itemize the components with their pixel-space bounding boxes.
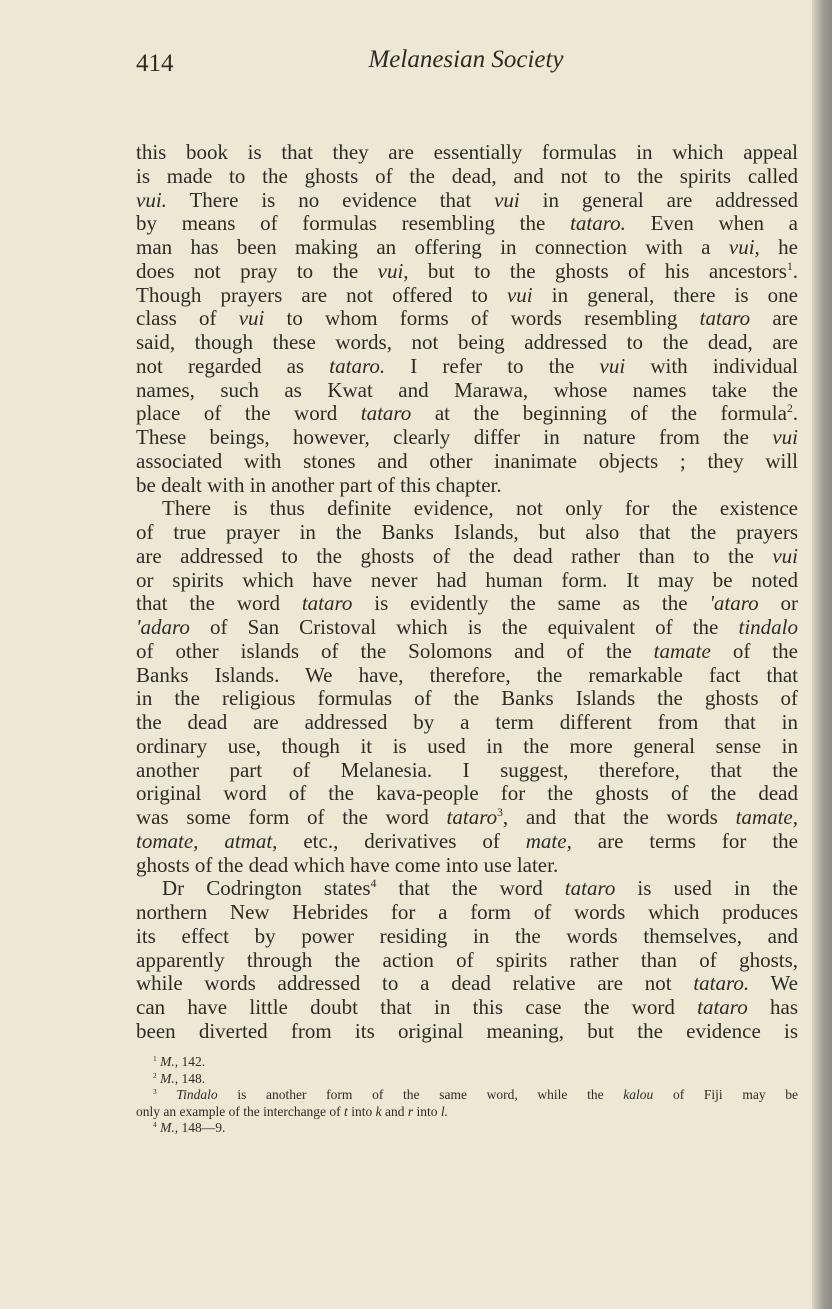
footnote-ref: 1 bbox=[786, 260, 793, 273]
footnote-ref: 4 bbox=[370, 878, 377, 891]
text-run: There is thus definite evidence, not only for the existence bbox=[162, 496, 798, 521]
text-run: Though prayers are not offered to bbox=[136, 282, 507, 307]
italic-term: vui bbox=[238, 306, 265, 331]
body-line bbox=[136, 379, 798, 403]
italic-term: mate, bbox=[525, 828, 572, 853]
body-line bbox=[136, 592, 798, 616]
italic-term: kalou bbox=[623, 1087, 654, 1102]
text-run: man has been making an offering in connection with a bbox=[136, 235, 729, 259]
footnote-line bbox=[136, 1104, 798, 1121]
text-run: the dead are addressed by a term different from that in bbox=[136, 710, 798, 734]
text-run: while words addressed to a dead relative are not bbox=[136, 971, 694, 996]
body-line bbox=[136, 497, 798, 521]
italic-term: tataro bbox=[564, 876, 616, 901]
text-run: this book is that they are essentially formulas in which appeal bbox=[136, 140, 798, 164]
page-number: 414 bbox=[136, 50, 174, 77]
text-run: in general are addressed bbox=[519, 187, 798, 212]
italic-term: tataro bbox=[301, 591, 353, 616]
text-run: etc., derivatives of bbox=[277, 828, 526, 853]
text-run: that the word bbox=[136, 591, 302, 616]
text-run: has bbox=[747, 995, 798, 1019]
text-run: are terms for the bbox=[571, 828, 798, 853]
italic-term: tamate, bbox=[735, 805, 798, 829]
footnote-line bbox=[136, 1071, 798, 1088]
page-edge-shadow bbox=[812, 0, 832, 1309]
body-line bbox=[136, 830, 798, 854]
text-run: been diverted from its original meaning, but the evidence is bbox=[136, 1018, 798, 1043]
text-run bbox=[157, 1087, 177, 1102]
italic-term: 'adaro bbox=[136, 615, 190, 639]
text-run: is made to the ghosts of the dead, and not to the spirits called bbox=[136, 163, 798, 188]
body-line bbox=[136, 165, 798, 189]
body-line bbox=[136, 616, 798, 640]
footnotes bbox=[136, 1054, 798, 1137]
text-run: . bbox=[792, 258, 798, 283]
body-line bbox=[136, 782, 798, 806]
italic-term: tataro bbox=[697, 995, 748, 1019]
body-line bbox=[136, 307, 798, 331]
body-line bbox=[136, 141, 798, 165]
body-line bbox=[136, 1020, 798, 1044]
body-line bbox=[136, 355, 798, 379]
text-run: 148—9. bbox=[178, 1120, 226, 1135]
body-line bbox=[136, 664, 798, 688]
body-line bbox=[136, 260, 798, 284]
body-line bbox=[136, 996, 798, 1020]
body-line bbox=[136, 759, 798, 783]
body-line bbox=[136, 735, 798, 759]
text-run: 148. bbox=[178, 1070, 206, 1086]
text-run: but to the ghosts of his ancestors bbox=[408, 258, 787, 283]
text-run: into bbox=[347, 1103, 376, 1119]
text-run: I refer to the bbox=[385, 353, 600, 378]
text-run: are addressed to the ghosts of the dead rather than to the bbox=[136, 543, 773, 568]
text-run: was some form of the word bbox=[136, 805, 447, 829]
body-line bbox=[136, 569, 798, 593]
text-run: does not pray to the bbox=[136, 258, 378, 283]
text-run: into bbox=[413, 1103, 441, 1119]
italic-term: vui bbox=[506, 282, 533, 307]
text-run: only an example of the interchange of bbox=[136, 1103, 345, 1119]
text-run: that the word bbox=[376, 876, 565, 901]
text-run: by means of formulas resembling the bbox=[136, 211, 571, 236]
italic-term: k bbox=[375, 1103, 382, 1119]
italic-term: r bbox=[407, 1103, 414, 1119]
text-run: is evidently the same as the bbox=[352, 591, 710, 616]
italic-term: M., bbox=[160, 1120, 179, 1135]
body-line bbox=[136, 877, 798, 901]
text-run: said, though these words, not being addressed to the dead, are bbox=[136, 330, 798, 354]
body-line bbox=[136, 806, 798, 830]
footnote-ref: 3 bbox=[153, 1086, 157, 1096]
text-run: he bbox=[759, 235, 798, 259]
body-line bbox=[136, 687, 798, 711]
body-line bbox=[136, 901, 798, 925]
footnote-ref: 2 bbox=[153, 1070, 157, 1080]
text-run: be dealt with in another part of this chapter. bbox=[136, 472, 502, 497]
text-run: and bbox=[381, 1103, 408, 1119]
body-line bbox=[136, 925, 798, 949]
text-run: apparently through the action of spirits rather than of ghosts, bbox=[136, 947, 798, 972]
italic-term: Tindalo bbox=[176, 1087, 218, 1102]
text-run: names, such as Kwat and Marawa, whose names take the bbox=[136, 377, 798, 402]
italic-term: vui. bbox=[136, 187, 167, 212]
text-run: Banks Islands. We have, therefore, the remarkable fact that bbox=[136, 662, 798, 687]
body-line bbox=[136, 402, 798, 426]
italic-term: vui bbox=[599, 353, 626, 378]
text-run: of the bbox=[710, 638, 798, 663]
body-line bbox=[136, 212, 798, 236]
italic-term: tataro bbox=[446, 805, 498, 829]
body-line bbox=[136, 545, 798, 569]
text-run: ordinary use, though it is used in the more general sense in bbox=[136, 733, 798, 758]
italic-term: tindalo bbox=[738, 615, 798, 639]
italic-term: vui bbox=[494, 187, 520, 212]
text-run: of true prayer in the Banks Islands, but also that the prayers bbox=[136, 520, 798, 544]
body-line bbox=[136, 854, 798, 878]
italic-term: tataro. bbox=[329, 353, 386, 378]
footnote-ref: 2 bbox=[786, 403, 793, 416]
body-line bbox=[136, 521, 798, 545]
text-run: class of bbox=[136, 306, 239, 331]
italic-term: l. bbox=[440, 1103, 448, 1119]
text-run: in general, there is one bbox=[532, 282, 798, 307]
text-run: is used in the bbox=[615, 876, 798, 901]
body-line bbox=[136, 189, 798, 213]
text-run: with individual bbox=[625, 353, 799, 378]
text-run: in the religious formulas of the Banks Islands the ghosts of bbox=[136, 686, 798, 711]
body-line bbox=[136, 474, 798, 498]
italic-term: tataro. bbox=[693, 971, 750, 996]
italic-term: t bbox=[344, 1103, 348, 1119]
text-run: ghosts of the dead which have come into use later. bbox=[136, 852, 559, 877]
text-run: another part of Melanesia. I suggest, therefore, that the bbox=[136, 757, 798, 782]
body-line bbox=[136, 949, 798, 973]
body-line bbox=[136, 236, 798, 260]
text-run: Dr Codrington states bbox=[162, 876, 371, 901]
body-line bbox=[136, 640, 798, 664]
footnote-line bbox=[136, 1054, 798, 1071]
text-run: . bbox=[792, 401, 798, 426]
body-line bbox=[136, 711, 798, 735]
italic-term: tataro bbox=[360, 401, 412, 426]
text-run: or spirits which have never had human form. It may be noted bbox=[136, 567, 798, 592]
footnote-ref: 3 bbox=[497, 806, 503, 819]
text-run: , and that the words bbox=[502, 805, 736, 829]
footnote-ref: 4 bbox=[153, 1119, 157, 1129]
text-run: of other islands of the Solomons and of the bbox=[136, 638, 654, 663]
text-run: There is no evidence that bbox=[166, 187, 495, 212]
italic-term: vui, bbox=[377, 258, 409, 283]
text-run: associated with stones and other inanimate objects ; they will bbox=[136, 448, 798, 473]
body-line bbox=[136, 426, 798, 450]
italic-term: M., bbox=[160, 1054, 179, 1069]
running-title: Melanesian Society bbox=[368, 46, 564, 73]
text-run: of San Cristoval which is the equivalent of the bbox=[189, 615, 739, 639]
text-run: at the beginning of the formula bbox=[411, 401, 787, 426]
text-run: place of the word bbox=[136, 401, 361, 426]
italic-term: tomate, atmat, bbox=[136, 828, 278, 853]
text-run: or bbox=[758, 591, 798, 616]
italic-term: tamate bbox=[653, 638, 711, 663]
body-line bbox=[136, 972, 798, 996]
italic-term: vui, bbox=[728, 235, 760, 259]
text-run: is another form of the same word, while the bbox=[217, 1087, 624, 1102]
footnote-line bbox=[136, 1087, 798, 1104]
body-line bbox=[136, 284, 798, 308]
text-run: original word of the kava-people for the ghosts of the dead bbox=[136, 781, 798, 806]
text-run: can have little doubt that in this case the word bbox=[136, 995, 698, 1019]
text-run: its effect by power residing in the words themselves, and bbox=[136, 923, 798, 948]
text-run: We bbox=[749, 971, 798, 996]
text-run: of Fiji may be bbox=[653, 1087, 798, 1102]
footnote-ref: 1 bbox=[153, 1053, 157, 1063]
italic-term: vui bbox=[772, 425, 798, 449]
italic-term: 'ataro bbox=[709, 591, 759, 616]
body-line bbox=[136, 450, 798, 474]
text-run: northern New Hebrides for a form of words which produces bbox=[136, 900, 798, 924]
text-run: 142. bbox=[178, 1054, 206, 1069]
italic-term: tataro bbox=[699, 306, 751, 331]
text-run: Even when a bbox=[625, 211, 798, 236]
text-run: These beings, however, clearly differ in nature from the bbox=[136, 425, 773, 449]
italic-term: M., bbox=[160, 1070, 179, 1086]
body-text bbox=[136, 141, 798, 1044]
footnote-line bbox=[136, 1120, 798, 1137]
italic-term: vui bbox=[772, 543, 798, 568]
text-run: are bbox=[750, 306, 798, 331]
text-run: not regarded as bbox=[136, 353, 330, 378]
body-line bbox=[136, 331, 798, 355]
text-run: to whom forms of words resembling bbox=[264, 306, 700, 331]
italic-term: tataro. bbox=[570, 211, 626, 236]
